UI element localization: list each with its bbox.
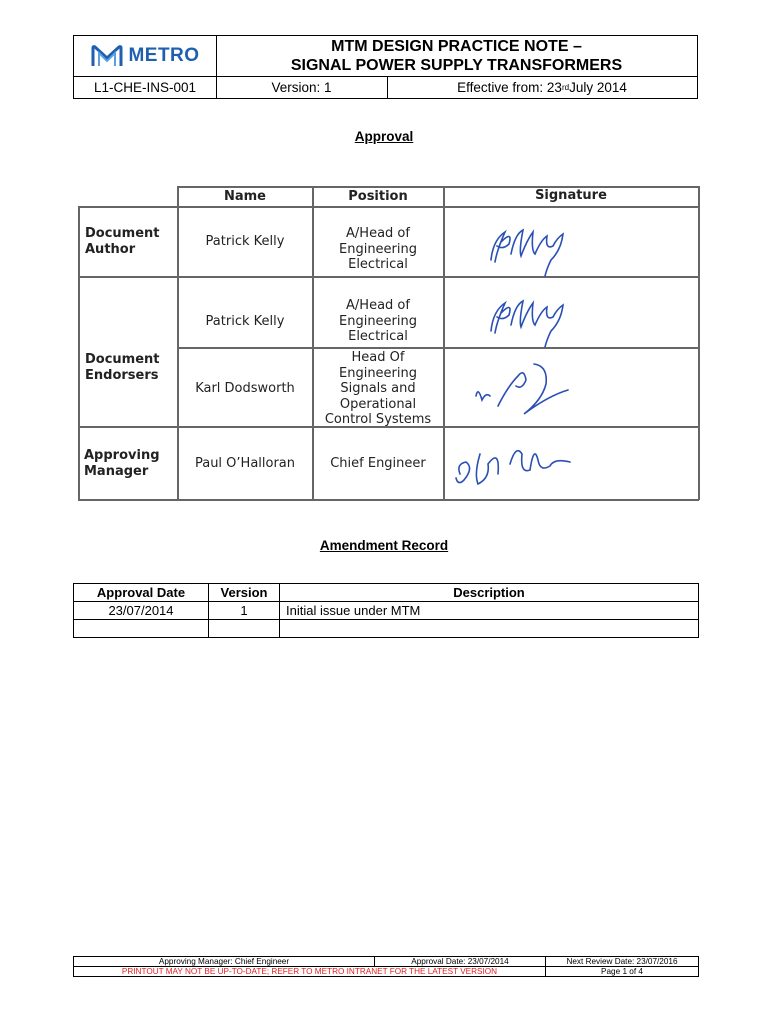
- group-approving-manager: Approving Manager: [84, 448, 160, 479]
- approver-position: Chief Engineer: [330, 456, 426, 471]
- col-description: Description: [280, 584, 699, 602]
- cell-date: 23/07/2014: [74, 602, 209, 620]
- approver-position: A/Head of Engineering Electrical: [339, 298, 417, 344]
- table-row: [74, 620, 699, 638]
- signature-paul-ohalloran: [450, 434, 590, 494]
- cell-version: 1: [209, 602, 280, 620]
- approval-table: [78, 186, 698, 500]
- table-row: [74, 602, 699, 620]
- doc-version: Version: 1: [216, 77, 388, 98]
- cell-date: [74, 620, 209, 638]
- header-meta-row: [74, 76, 697, 98]
- approver-position: Head Of Engineering Signals and Operational Control Systems: [324, 350, 432, 427]
- col-signature-header: Signature: [535, 188, 607, 203]
- col-name-header: Name: [223, 189, 266, 204]
- doc-number: L1-CHE-INS-001: [74, 77, 217, 98]
- document-header: [73, 35, 698, 99]
- amendment-heading: Amendment Record: [319, 538, 449, 553]
- approval-heading: Approval: [354, 129, 414, 144]
- footer-warning: PRINTOUT MAY NOT BE UP-TO-DATE; REFER TO METRO INTRANET FOR THE LATEST VERSION: [74, 967, 546, 977]
- approver-position: A/Head of Engineering Electrical: [339, 226, 417, 272]
- approver-name: Patrick Kelly: [205, 314, 285, 329]
- metro-logo: [90, 44, 199, 68]
- document-title: [216, 36, 697, 76]
- footer-page-number: Page 1 of 4: [546, 967, 699, 977]
- approver-name: Paul O’Halloran: [194, 456, 296, 471]
- cell-description: Initial issue under MTM: [280, 602, 699, 620]
- signature-patrick-kelly: [483, 291, 573, 351]
- group-document-author: Document Author: [85, 226, 160, 257]
- cell-description: [280, 620, 699, 638]
- footer-next-review: Next Review Date: 23/07/2016: [546, 957, 699, 967]
- footer-approval-date: Approval Date: 23/07/2014: [375, 957, 546, 967]
- title-line-1: MTM DESIGN PRACTICE NOTE –: [331, 38, 582, 55]
- col-position-header: Position: [348, 189, 408, 204]
- metro-m-icon: [90, 44, 124, 68]
- cell-version: [209, 620, 280, 638]
- table-header-row: [74, 584, 699, 602]
- logo-cell: [74, 36, 217, 76]
- document-footer: [73, 956, 699, 977]
- effective-date: Effective from: 23 rd July 2014: [457, 80, 627, 95]
- approver-name: Karl Dodsworth: [195, 381, 295, 396]
- signature-patrick-kelly: [483, 220, 573, 280]
- signature-karl-dodsworth: [468, 356, 588, 426]
- amendment-table: [73, 583, 699, 638]
- col-version: Version: [209, 584, 280, 602]
- footer-approving-manager: Approving Manager: Chief Engineer: [74, 957, 375, 967]
- group-document-endorsers: Document Endorsers: [85, 352, 160, 383]
- title-line-2: SIGNAL POWER SUPPLY TRANSFORMERS: [290, 57, 623, 74]
- logo-text: METRO: [128, 45, 200, 66]
- approver-name: Patrick Kelly: [205, 234, 285, 249]
- col-approval-date: Approval Date: [74, 584, 209, 602]
